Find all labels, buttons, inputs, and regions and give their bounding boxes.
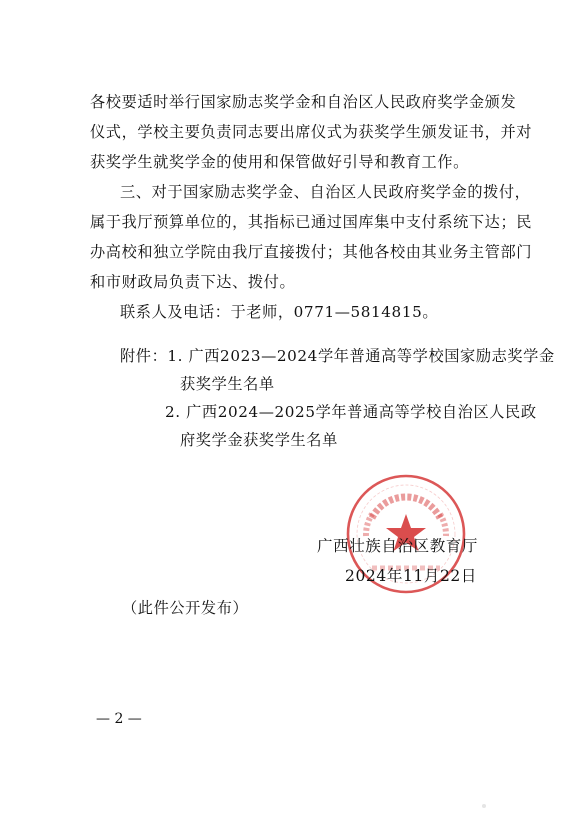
body-line: 三、对于国家励志奖学金、自治区人民政府奖学金的拨付， xyxy=(120,183,531,201)
body-line: 各校要适时举行国家励志奖学金和自治区人民政府奖学金颁发 xyxy=(90,93,517,111)
body-line: 仪式，学校主要负责同志要出席仪式为获奖学生颁发证书，并对 xyxy=(90,123,533,141)
issue-date: 2024年11月22日 xyxy=(345,567,477,585)
body-line: 办高校和独立学院由我厅直接拨付；其他各校由其业务主管部门 xyxy=(90,243,533,261)
scan-speck xyxy=(482,804,486,808)
page-number: — 2 — xyxy=(96,711,142,727)
attachment-item-1-cont: 获奖学生名单 xyxy=(180,375,275,393)
body-line: 获奖学生就奖学金的使用和保管做好引导和教育工作。 xyxy=(90,153,469,171)
attachment-item-1: 附件：1. 广西2023—2024学年普通高等学校国家励志奖学金 xyxy=(120,347,555,365)
attachment-item-2-cont: 府奖学金获奖学生名单 xyxy=(180,431,338,449)
contact-line: 联系人及电话：于老师，0771—5814815。 xyxy=(120,303,439,321)
attachment-item-2: 2. 广西2024—2025学年普通高等学校自治区人民政 xyxy=(165,403,537,421)
body-line: 和市财政局负责下达、拨付。 xyxy=(90,273,296,291)
public-release-note: （此件公开发布） xyxy=(122,599,249,617)
body-line: 属于我厅预算单位的，其指标已通过国库集中支付系统下达；民 xyxy=(90,213,533,231)
issuing-organization: 广西壮族自治区教育厅 xyxy=(317,537,479,555)
